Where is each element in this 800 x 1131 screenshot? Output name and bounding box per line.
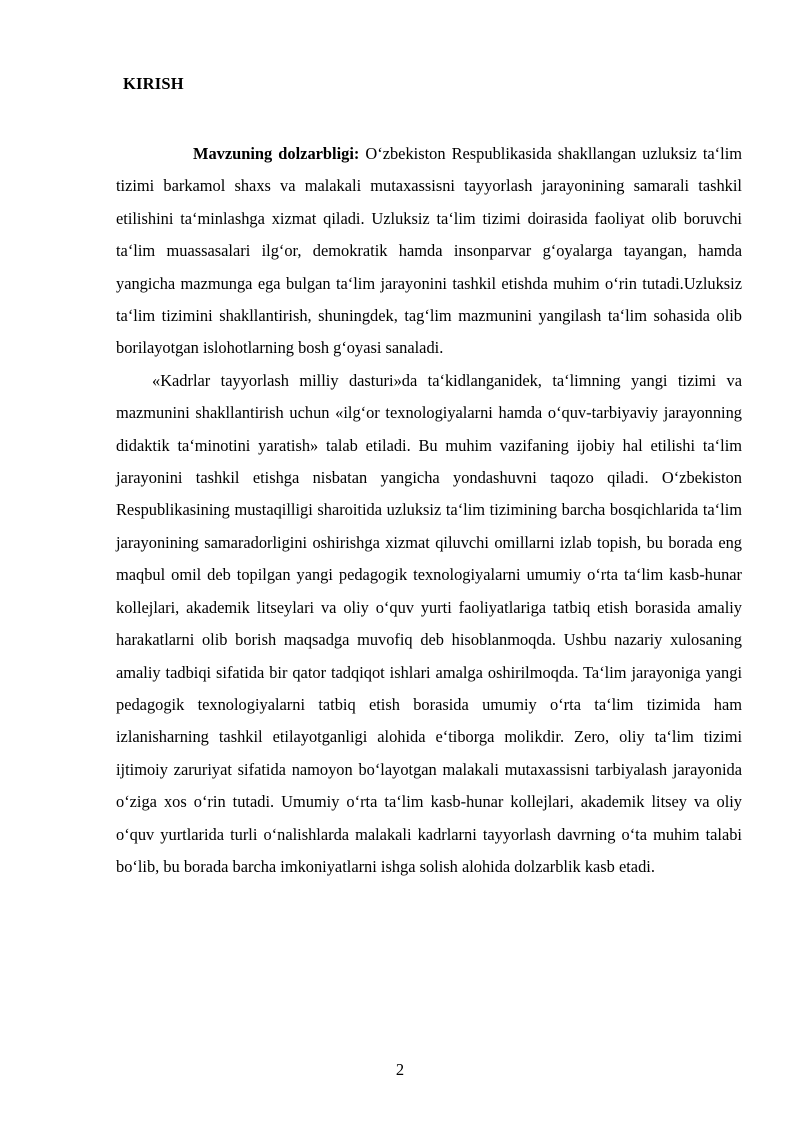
paragraph-text: O‘zbekiston Respublikasida shakllangan uzluksiz ta‘lim tizimi barkamol shaxs va malakali mutaxassisni tayyorlash jarayonining samarali tashkil etilishini ta‘minlashga xizmat qiladi. Uzluksiz ta‘lim tizimi doirasida faoliyat olib boruvchi ta‘lim muassasalari ilg‘or, demokratik hamda insonparvar g‘oyalarga tayangan, hamda yangicha mazmunga ega bulgan ta‘lim jarayonini tashkil etishda muhim o‘rin tutadi.Uzluksiz ta‘lim tizimini shakllantirish, shuningdek, tag‘lim mazmunini yangilash ta‘lim sohasida olib borilayotgan islohotlarning bosh g‘oyasi sanaladi. <box>116 144 742 358</box>
paragraph-program: «Kadrlar tayyorlash milliy dasturi»da ta‘kidlanganidek, ta‘limning yangi tizimi va mazmunini shakllantirish uchun «ilg‘or texnologiyalarni hamda o‘quv-tarbiyaviy jarayonning didaktik ta‘minotini yaratish» talab etiladi. Bu muhim vazifaning ijobiy hal etilishi ta‘lim jarayonini tashkil etishga nisbatan yangicha yondashuvni taqozo qiladi. O‘zbekiston Respublikasining mustaqilligi sharoitida uzluksiz ta‘lim tizimining barcha bosqichlarida ta‘lim jarayonining samaradorligini oshirishga xizmat qiluvchi omillarni izlab topish, bu borada eng maqbul omil deb topilgan yangi pedagogik texnologiyalarni umumiy o‘rta ta‘lim kasb-hunar kollejlari, akademik litseylari va oliy o‘quv yurti faoliyatlariga tatbiq etish borasida amaliy harakatlarni olib borish maqsadga muvofiq deb hisoblanmoqda. Ushbu nazariy xulosaning amaliy tadbiqi sifatida bir qator tadqiqot ishlari amalga oshirilmoqda. Ta‘lim jarayoniga yangi pedagogik texnologiyalarni tatbiq etish borasida umumiy o‘rta ta‘lim tizimida ham izlanisharning tashkil etilayotganligi alohida e‘tiborga molikdir. Zero, oliy ta‘lim tizimi ijtimoiy zaruriyat sifatida namoyon bo‘layotgan malakali mutaxassisni tarbiyalash jarayonida o‘ziga xos o‘rin tutadi. Umumiy o‘rta ta‘lim kasb-hunar kollejlari, akademik litsey va oliy o‘quv yurtlarida turli o‘nalishlarda malakali kadrlarni tayyorlash davrning o‘ta muhim talabi bo‘lib, bu borada barcha imkoniyatlarni ishga solish alohida dolzarblik kasb etadi. <box>116 370 742 876</box>
body-text <box>116 138 742 883</box>
paragraph-lead: Mavzuning dolzarbligi: <box>193 144 360 163</box>
paragraph-relevance <box>116 138 742 365</box>
page-number: 2 <box>395 1060 405 1079</box>
section-heading: KIRISH <box>123 74 184 93</box>
